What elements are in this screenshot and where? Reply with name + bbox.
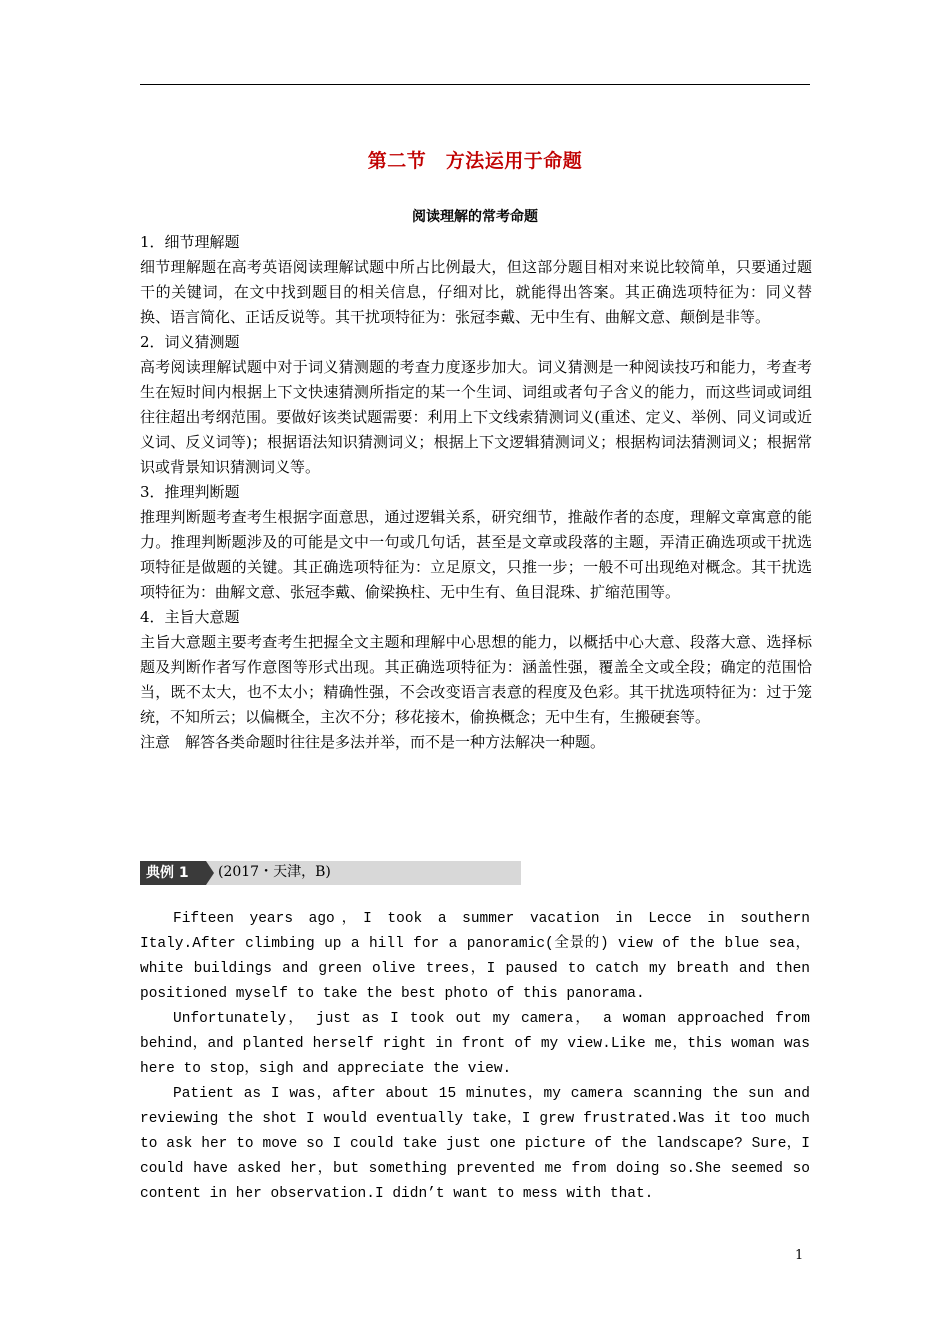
- section-heading: 2．词义猜测题: [140, 333, 240, 351]
- passage-paragraph: Fifteen years ago，I took a summer vacation in Lecce in southern Italy.After climbing up a hill for a panoramic(全景的) view of the blue sea，white buildings and green olive trees，I paused to catch my breath and then positioned myself to take the best photo of this panorama.: [140, 911, 810, 1002]
- passage-paragraph: Unfortunately， just as I took out my camera， a woman approached from behind，and planted herself right in front of my view.Like me，this woman was here to stop，sigh and appreciate the view.: [140, 1011, 810, 1077]
- section-heading: 1．细节理解题: [140, 233, 240, 251]
- example-header: [140, 861, 521, 885]
- page-number: 1: [795, 1248, 804, 1263]
- section-text: 高考阅读理解试题中对于词义猜测题的考查力度逐步加大。词义猜测是一种阅读技巧和能力，考查考生在短时间内根据上下文快速猜测所指定的某一个生词、词组或者句子含义的能力，而这些词或词组往往超出考纲范围。要做好该类试题需要：利用上下文线索猜测词义(重述、定义、举例、同义词或近义词、反义词等)；根据语法知识猜测词义；根据上下文逻辑猜测词义；根据构词法猜测词义；根据常识或背景知识猜测词义等。: [140, 358, 812, 476]
- passage-paragraph: Patient as I was，after about 15 minutes，my camera scanning the sun and reviewing the shot I would eventually take，I grew frustrated.Was it too much to ask her to move so I could take just one picture of the landscape? Sure，I could have asked her，but something prevented me from doing so.She seemed so content in her observation.I didn’t want to mess with that.: [140, 1086, 810, 1202]
- section-heading: 3．推理判断题: [140, 483, 240, 501]
- example-badge: 典例 1: [140, 861, 206, 885]
- section-heading: 4．主旨大意题: [140, 608, 240, 626]
- section-text: 主旨大意题主要考查考生把握全文主题和理解中心思想的能力，以概括中心大意、段落大意、选择标题及判断作者写作意图等形式出现。其正确选项特征为：涵盖性强，覆盖全文或全段；确定的范围恰当，既不太大，也不太小；精确性强，不会改变语言表意的程度及色彩。其干扰选项特征为：过于笼统，不知所云；以偏概全，主次不分；移花接木，偷换概念；无中生有，生搬硬套等。: [140, 633, 812, 726]
- reading-passage: [140, 907, 810, 1207]
- header-rule: [140, 84, 810, 85]
- question-types: [140, 230, 812, 755]
- section-subtitle: 阅读理解的常考命题: [412, 209, 538, 225]
- section-text: 细节理解题在高考英语阅读理解试题中所占比例最大，但这部分题目相对来说比较简单，只要通过题干的关键词，在文中找到题目的相关信息，仔细对比，就能得出答案。其正确选项特征为：同义替换、语言简化、正话反说等。其干扰项特征为：张冠李戴、无中生有、曲解文意、颠倒是非等。: [140, 258, 812, 326]
- page-title: 第二节 方法运用于命题: [367, 150, 583, 172]
- badge-arrow: [206, 861, 214, 885]
- note-text: 注意 解答各类命题时往往是多法并举，而不是一种方法解决一种题。: [140, 733, 606, 751]
- section-text: 推理判断题考查考生根据字面意思，通过逻辑关系，研究细节，推敲作者的态度，理解文章寓意的能力。推理判断题涉及的可能是文中一句或几句话，甚至是文章或段落的主题，弄清正确选项或干扰选项特征是做题的关键。其正确选项特征为：立足原文，只推一步；一般不可出现绝对概念。其干扰选项特征为：曲解文意、张冠李戴、偷梁换柱、无中生有、鱼目混珠、扩缩范围等。: [140, 508, 812, 601]
- example-source: (2017・天津，B): [218, 864, 331, 880]
